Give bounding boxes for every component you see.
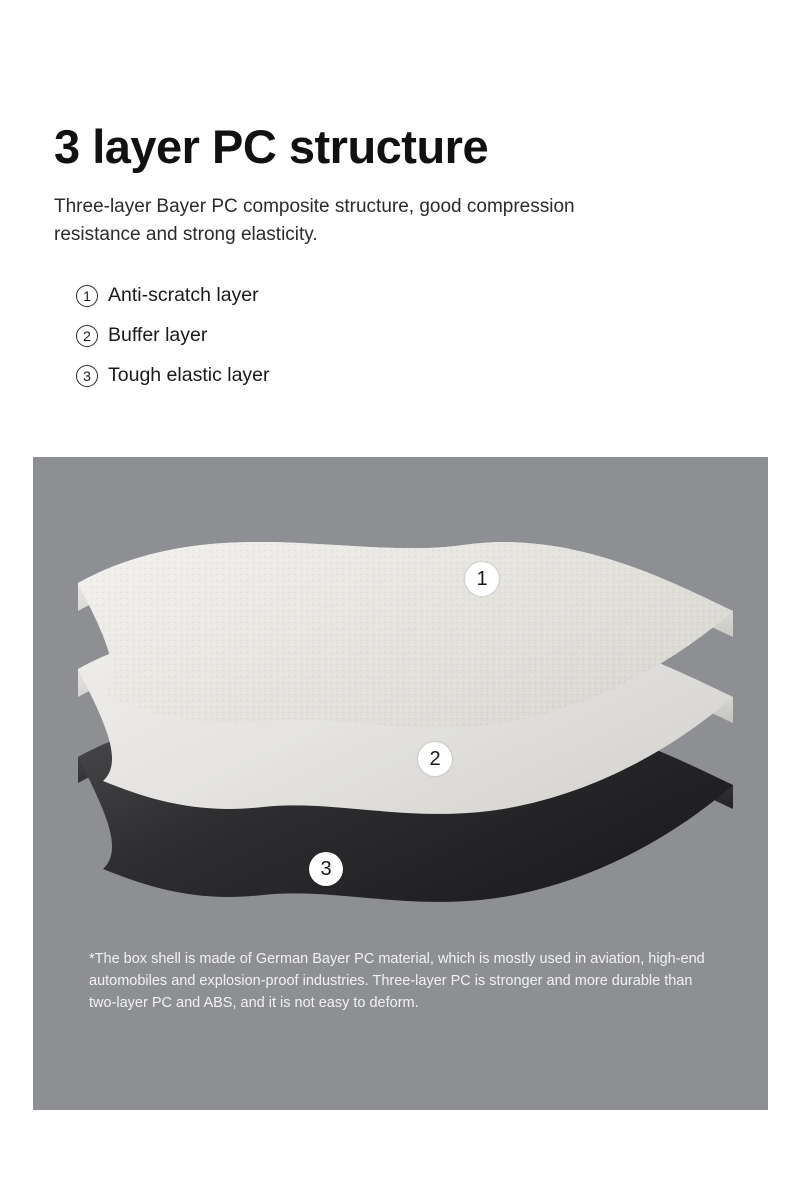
callout-badge-2: 2	[418, 742, 452, 776]
layer-label: Tough elastic layer	[108, 364, 270, 387]
layer-label: Buffer layer	[108, 324, 208, 347]
page-title: 3 layer PC structure	[54, 120, 489, 173]
text-content	[0, 0, 800, 387]
figure-footnote: *The box shell is made of German Bayer PC material, which is mostly used in aviation, high-end automobiles and explosion-proof industries. Three-layer PC is stronger and more durable than two-layer PC and ABS, and it is not easy to deform.	[89, 951, 705, 1011]
layer-legend-list	[54, 284, 746, 387]
layer-number-badge: 1	[76, 285, 98, 307]
layer-number-badge: 2	[76, 325, 98, 347]
layer-label: Anti-scratch layer	[108, 284, 259, 307]
list-item	[76, 324, 746, 347]
layer-diagram-figure	[33, 457, 768, 1110]
list-item	[76, 284, 746, 307]
list-item	[76, 364, 746, 387]
callout-badge-1: 1	[465, 562, 499, 596]
layer-number-badge: 3	[76, 365, 98, 387]
callout-badge-3: 3	[309, 852, 343, 886]
page-subtitle: Three-layer Bayer PC composite structure, good compression resistance and strong elasticity.	[54, 196, 575, 245]
